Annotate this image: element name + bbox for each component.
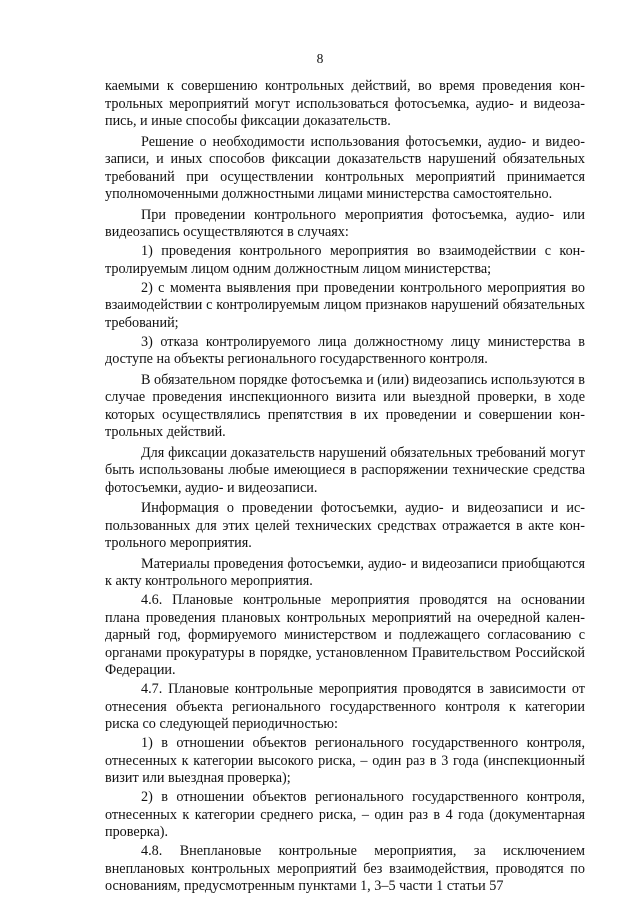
paragraph: Для фиксации доказательств нарушений обязательных требований могут быть использованы любые имеющиеся в распоряжении технические средства фотосъемки, аудио- и видеозаписи. [105, 444, 585, 496]
paragraph: Материалы проведения фотосъемки, аудио- и видеозаписи приобщаются к акту контрольного мероприятия. [105, 555, 585, 589]
paragraph-section-4-8: 4.8. Внеплановые контрольные мероприятия, за исключением внеплановых контрольных мероприятий без взаимодействия, проводятся по основаниям, предусмотренным пунктами 1, 3–5 части 1 статьи 57 [105, 843, 585, 894]
list-item: 2) с момента выявления при проведении контрольного мероприятия во взаимодействии с контролируемым лицом признаков нарушений обязательных требований; [105, 279, 585, 331]
paragraph: Информация о проведении фотосъемки, аудио- и видеозаписи и использованных для этих целей технических средствах отражается в акте контрольного мероприятия. [105, 500, 585, 551]
list-item: 2) в отношении объектов регионального государственного контроля, отнесенных к категории среднего риска, – один раз в 4 года (документарная проверка). [105, 789, 585, 840]
paragraph-section-4-6: 4.6. Плановые контрольные мероприятия проводятся на основании плана проведения плановых контрольных мероприятий на очередной календарный год, формируемого министерством и подлежащего согласованию с органами прокуратуры в порядке, установленном Правительством Российской Федерации. [105, 592, 585, 678]
paragraph-section-4-7: 4.7. Плановые контрольные мероприятия проводятся в зависимости от отнесения объекта регионального государственного контроля к категории риска со следующей периодичностью: [105, 681, 585, 732]
list-item: 1) в отношении объектов регионального государственного контроля, отнесенных к категории высокого риска, – один раз в 3 года (инспекционный визит или выездная проверка); [105, 735, 585, 786]
list-item: 3) отказа контролируемого лица должностному лицу министерства в доступе на объекты регионального государственного контроля. [105, 333, 585, 367]
paragraph: При проведении контрольного мероприятия фотосъемка, аудио- или видеозапись осуществляются в случаях: [105, 206, 585, 240]
page-number: 8 [316, 51, 324, 66]
paragraph: В обязательном порядке фотосъемка и (или) видеозапись используются в случае проведения инспекционного визита или выездной проверки, в ходе которых осуществлялись препятствия в их проведении и совершении контрольных действий. [105, 371, 585, 440]
document-body [105, 78, 585, 897]
paragraph-continuation: каемыми к совершению контрольных действий, во время проведения контрольных мероприятий могут использоваться фотосъемка, аудио- и видеозапись, и иные способы фиксации доказательств. [105, 78, 585, 129]
list-item: 1) проведения контрольного мероприятия во взаимодействии с контролируемым лицом одним должностным лицом министерства; [105, 243, 585, 277]
paragraph: Решение о необходимости использования фотосъемки, аудио- и видеозаписи, и иных способов фиксации доказательств нарушений обязательных требований при осуществлении контрольных мероприятий принимается уполномоченными должностными лицами министерства самостоятельно. [105, 133, 585, 202]
